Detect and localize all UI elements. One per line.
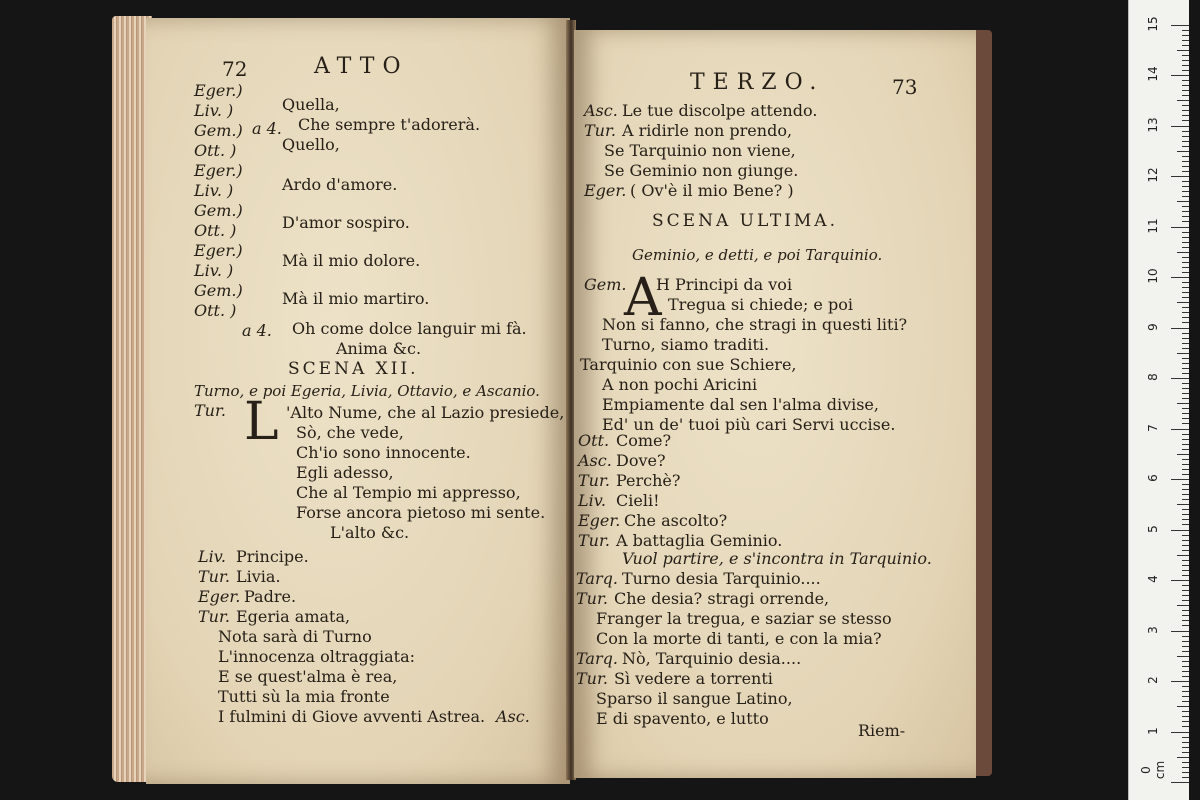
ruler-tick bbox=[1171, 126, 1189, 127]
speaker-label: Tarq. bbox=[576, 649, 618, 668]
ruler-number: 4 bbox=[1146, 575, 1160, 583]
verse-line: Forse ancora pietoso mi sente. bbox=[296, 503, 546, 522]
ruler-tick bbox=[1182, 211, 1189, 212]
ruler-tick bbox=[1182, 368, 1189, 369]
speaker-label: Gem.) bbox=[194, 201, 243, 220]
ruler-tick bbox=[1182, 575, 1189, 576]
ruler-number: 1 bbox=[1146, 726, 1160, 735]
ruler-tick bbox=[1182, 115, 1189, 116]
ruler-tick bbox=[1177, 706, 1189, 707]
ruler-tick bbox=[1182, 232, 1189, 233]
ruler-tick bbox=[1182, 661, 1189, 662]
ruler-tick bbox=[1182, 55, 1189, 56]
ruler-tick bbox=[1182, 272, 1189, 273]
verse-line: Dove? bbox=[616, 451, 666, 470]
ruler-tick bbox=[1182, 40, 1189, 41]
verse-line: Che al Tempio mi appresso, bbox=[296, 483, 521, 502]
speaker-label: Gem.) bbox=[194, 281, 243, 300]
ruler-tick bbox=[1177, 151, 1189, 152]
ruler-tick bbox=[1182, 565, 1189, 566]
speaker-label: Tur. bbox=[578, 531, 610, 550]
ruler-tick bbox=[1182, 358, 1189, 359]
ruler-number: 14 bbox=[1146, 66, 1160, 82]
speaker-label: Tur. bbox=[584, 121, 616, 140]
verse-line: Cieli! bbox=[616, 491, 660, 510]
ruler-tick bbox=[1182, 737, 1189, 738]
ruler-tick bbox=[1171, 25, 1189, 26]
verse-line: ( Ov'è il mio Bene? ) bbox=[630, 181, 794, 200]
speaker-label: Ott. ) bbox=[194, 221, 237, 240]
ruler-tick bbox=[1182, 322, 1189, 323]
speaker-label: Ott. ) bbox=[194, 141, 237, 160]
verse-line: Non si fanno, che stragi in questi liti? bbox=[602, 315, 908, 334]
ruler-tick bbox=[1182, 393, 1189, 394]
ruler-tick bbox=[1171, 530, 1189, 531]
ruler-tick bbox=[1182, 610, 1189, 611]
ruler-tick bbox=[1182, 701, 1189, 702]
ruler-tick bbox=[1171, 227, 1189, 228]
ruler-tick bbox=[1182, 671, 1189, 672]
ruler-tick bbox=[1177, 403, 1189, 404]
ruler-number: 2 bbox=[1146, 676, 1160, 684]
a4-marker: a 4. bbox=[242, 321, 272, 340]
ruler-tick bbox=[1182, 570, 1189, 571]
ruler-tick bbox=[1182, 60, 1189, 61]
ruler-tick bbox=[1182, 423, 1189, 424]
ruler-tick bbox=[1182, 120, 1189, 121]
ruler-tick bbox=[1182, 247, 1189, 248]
verse-line: Come? bbox=[616, 431, 672, 450]
ruler-tick bbox=[1182, 777, 1189, 778]
ruler-tick bbox=[1177, 656, 1189, 657]
ruler-tick bbox=[1177, 353, 1189, 354]
verse-line: Nò, Tarquinio desia.... bbox=[622, 649, 802, 668]
verse-line: Ardo d'amore. bbox=[282, 175, 398, 194]
speaker-label: Tur. bbox=[576, 669, 608, 688]
verse-line: Tarquinio con sue Schiere, bbox=[580, 355, 797, 374]
ruler-tick bbox=[1182, 585, 1189, 586]
ruler-tick bbox=[1182, 383, 1189, 384]
stage-direction: Vuol partire, e s'incontra in Tarquinio. bbox=[622, 549, 932, 568]
ruler-tick bbox=[1182, 439, 1189, 440]
ruler-tick bbox=[1182, 514, 1189, 515]
ruler-tick bbox=[1171, 429, 1189, 430]
ruler-tick bbox=[1182, 711, 1189, 712]
ruler-tick bbox=[1182, 641, 1189, 642]
ruler-tick bbox=[1182, 297, 1189, 298]
ruler-tick bbox=[1177, 50, 1189, 51]
verse-line: L'innocenza oltraggiata: bbox=[218, 647, 416, 666]
ruler-tick bbox=[1182, 292, 1189, 293]
page-number: 72 bbox=[222, 57, 248, 81]
ruler-tick bbox=[1182, 80, 1189, 81]
verse-line: Le tue discolpe attendo. bbox=[622, 101, 818, 120]
verse-line: 'Alto Nume, che al Lazio presiede, bbox=[286, 403, 565, 422]
ruler-tick bbox=[1182, 772, 1189, 773]
ruler-tick bbox=[1182, 237, 1189, 238]
ruler-tick bbox=[1182, 161, 1189, 162]
verse-line: Sparso il sangue Latino, bbox=[596, 689, 793, 708]
speaker-label: Ott. ) bbox=[194, 301, 237, 320]
ruler-tick bbox=[1182, 141, 1189, 142]
ruler-tick bbox=[1182, 464, 1189, 465]
ruler-tick bbox=[1182, 524, 1189, 525]
ruler-tick bbox=[1171, 782, 1189, 783]
ruler-tick bbox=[1182, 242, 1189, 243]
speaker-label: Tur. bbox=[576, 589, 608, 608]
speaker-label: Gem.) bbox=[194, 121, 243, 140]
ruler-tick bbox=[1182, 762, 1189, 763]
ruler-tick bbox=[1182, 136, 1189, 137]
ruler-tick bbox=[1182, 752, 1189, 753]
ruler-tick bbox=[1182, 206, 1189, 207]
a4-marker: a 4. bbox=[252, 119, 282, 138]
verse-line: Empiamente dal sen l'alma divise, bbox=[602, 395, 879, 414]
verse-line: Tregua si chiede; e poi bbox=[668, 295, 853, 314]
ruler-tick bbox=[1177, 757, 1189, 758]
ruler-tick bbox=[1182, 499, 1189, 500]
ruler-number: 15 bbox=[1146, 15, 1160, 32]
verse-line: Turno, siamo traditi. bbox=[602, 335, 770, 354]
speaker-label: Liv. ) bbox=[194, 181, 234, 200]
ruler-tick bbox=[1182, 312, 1189, 313]
scene-persons: Turno, e poi Egeria, Livia, Ottavio, e Ascanio. bbox=[194, 382, 540, 400]
verse-line: H Principi da voi bbox=[656, 275, 793, 294]
ruler-tick bbox=[1182, 110, 1189, 111]
ruler-tick bbox=[1171, 378, 1189, 379]
ruler-tick bbox=[1182, 35, 1189, 36]
verse-line: Se Geminio non giunge. bbox=[604, 161, 799, 180]
ruler-number: 5 bbox=[1146, 524, 1160, 533]
ruler-tick bbox=[1182, 418, 1189, 419]
ruler-tick bbox=[1182, 30, 1189, 31]
drop-cap: A bbox=[624, 268, 662, 328]
ruler-number: 11 bbox=[1146, 217, 1160, 234]
ruler-number: 8 bbox=[1146, 373, 1160, 381]
scene-title: SCENA ULTIMA. bbox=[652, 211, 838, 231]
ruler-number: 13 bbox=[1146, 116, 1160, 133]
ruler-tick bbox=[1177, 201, 1189, 202]
ruler-tick bbox=[1182, 459, 1189, 460]
ruler-tick bbox=[1171, 681, 1189, 682]
ruler-tick bbox=[1182, 338, 1189, 339]
verse-line: Egli adesso, bbox=[296, 463, 394, 482]
drop-cap: L bbox=[244, 392, 279, 452]
verse-line: Che desia? stragi orrende, bbox=[614, 589, 830, 608]
catchword: Asc. bbox=[496, 707, 530, 726]
ruler-tick bbox=[1182, 484, 1189, 485]
ruler-tick bbox=[1182, 686, 1189, 687]
speaker-label: Eger.) bbox=[194, 161, 243, 180]
verse-line: Oh come dolce languir mi fà. bbox=[292, 319, 527, 338]
ruler-tick bbox=[1182, 317, 1189, 318]
ruler-number: 9 bbox=[1146, 322, 1160, 331]
ruler-tick bbox=[1182, 131, 1189, 132]
running-header: TERZO. bbox=[690, 70, 825, 95]
ruler-number: 3 bbox=[1146, 625, 1160, 634]
ruler-tick bbox=[1182, 545, 1189, 546]
ruler-tick bbox=[1182, 262, 1189, 263]
ruler-tick bbox=[1182, 287, 1189, 288]
verse-line: Tutti sù la mia fronte bbox=[218, 687, 390, 706]
ruler-tick bbox=[1182, 216, 1189, 217]
ruler-tick bbox=[1182, 540, 1189, 541]
right-page bbox=[574, 30, 976, 778]
verse-line: Quella, bbox=[282, 95, 340, 114]
speaker-label: Tur. bbox=[198, 567, 230, 586]
ruler-tick bbox=[1182, 620, 1189, 621]
speaker-label: Eger.) bbox=[194, 81, 243, 100]
ruler-tick bbox=[1182, 595, 1189, 596]
ruler-tick bbox=[1182, 494, 1189, 495]
verse-line: Che sempre t'adorerà. bbox=[298, 115, 481, 134]
ruler-tick bbox=[1171, 732, 1189, 733]
speaker-label: Eger. bbox=[584, 181, 627, 200]
ruler-tick bbox=[1171, 75, 1189, 76]
ruler-tick bbox=[1182, 726, 1189, 727]
ruler-tick bbox=[1182, 489, 1189, 490]
ruler-tick bbox=[1171, 580, 1189, 581]
ruler-tick bbox=[1182, 469, 1189, 470]
speaker-label: Tarq. bbox=[576, 569, 618, 588]
ruler-tick bbox=[1182, 434, 1189, 435]
ruler-tick bbox=[1182, 646, 1189, 647]
verse-line: Mà il mio martiro. bbox=[282, 289, 430, 308]
ruler-tick bbox=[1182, 257, 1189, 258]
ruler-tick bbox=[1182, 95, 1189, 96]
verse-line: D'amor sospiro. bbox=[282, 213, 410, 232]
ruler-tick bbox=[1177, 555, 1189, 556]
ruler-tick bbox=[1182, 747, 1189, 748]
ruler-tick bbox=[1182, 191, 1189, 192]
verse-line: Con la morte di tanti, e con la mia? bbox=[596, 629, 882, 648]
verse-line: E di spavento, e lutto bbox=[596, 709, 769, 728]
ruler-tick bbox=[1182, 373, 1189, 374]
ruler-tick bbox=[1182, 156, 1189, 157]
verse-line: Se Tarquinio non viene, bbox=[604, 141, 796, 160]
verse-line: Franger la tregua, e saziar se stesso bbox=[596, 609, 892, 628]
verse-line: Turno desia Tarquinio.... bbox=[622, 569, 821, 588]
verse-line: Mà il mio dolore. bbox=[282, 251, 421, 270]
ruler-number: 7 bbox=[1146, 423, 1160, 432]
ruler-tick bbox=[1177, 454, 1189, 455]
ruler-tick bbox=[1177, 504, 1189, 505]
ruler-tick bbox=[1171, 328, 1189, 329]
verse-line: Sì vedere a torrenti bbox=[614, 669, 773, 688]
catchword: Riem- bbox=[858, 721, 906, 740]
ruler-tick bbox=[1171, 176, 1189, 177]
ruler-tick bbox=[1177, 252, 1189, 253]
speaker-label: Gem. bbox=[584, 275, 627, 294]
verse-line: A non pochi Aricini bbox=[602, 375, 758, 394]
verse-line: Quello, bbox=[282, 135, 340, 154]
ruler-tick bbox=[1182, 590, 1189, 591]
speaker-label: Eger. bbox=[198, 587, 241, 606]
ruler-tick bbox=[1177, 100, 1189, 101]
ruler-tick bbox=[1182, 560, 1189, 561]
measuring-ruler bbox=[1128, 0, 1189, 800]
ruler-tick bbox=[1182, 696, 1189, 697]
ruler-tick bbox=[1171, 631, 1189, 632]
verse-line: Ch'io sono innocente. bbox=[296, 443, 471, 462]
ruler-tick bbox=[1182, 186, 1189, 187]
verse-line: Perchè? bbox=[616, 471, 681, 490]
ruler-tick bbox=[1182, 171, 1189, 172]
ruler-tick bbox=[1171, 277, 1189, 278]
ruler-tick bbox=[1182, 444, 1189, 445]
ruler-tick bbox=[1182, 449, 1189, 450]
ruler-tick bbox=[1177, 605, 1189, 606]
scene-persons: Geminio, e detti, e poi Tarquinio. bbox=[632, 246, 883, 264]
ruler-tick bbox=[1182, 509, 1189, 510]
speaker-label: Liv. bbox=[578, 491, 606, 510]
scene-title: SCENA XII. bbox=[288, 359, 419, 379]
speaker-label: Tur. bbox=[194, 401, 226, 420]
ruler-tick bbox=[1182, 363, 1189, 364]
speaker-label: Tur. bbox=[578, 471, 610, 490]
ruler-tick bbox=[1171, 479, 1189, 480]
ruler-tick bbox=[1182, 716, 1189, 717]
ruler-tick bbox=[1182, 600, 1189, 601]
ruler-tick bbox=[1182, 146, 1189, 147]
ruler-tick bbox=[1182, 721, 1189, 722]
ruler-tick bbox=[1182, 343, 1189, 344]
verse-line: A ridirle non prendo, bbox=[622, 121, 793, 140]
page-number: 73 bbox=[892, 75, 918, 99]
ruler-tick bbox=[1182, 333, 1189, 334]
ruler-tick bbox=[1182, 636, 1189, 637]
ruler-tick bbox=[1182, 181, 1189, 182]
ruler-tick bbox=[1182, 65, 1189, 66]
ruler-tick bbox=[1182, 105, 1189, 106]
ruler-tick bbox=[1182, 267, 1189, 268]
speaker-label: Asc. bbox=[578, 451, 612, 470]
ruler-tick bbox=[1182, 408, 1189, 409]
ruler-tick bbox=[1177, 302, 1189, 303]
ruler-tick bbox=[1182, 196, 1189, 197]
ruler-tick bbox=[1182, 70, 1189, 71]
ruler-tick bbox=[1182, 388, 1189, 389]
verse-line: Egeria amata, bbox=[236, 607, 351, 626]
ruler-tick bbox=[1182, 651, 1189, 652]
ruler-tick bbox=[1182, 625, 1189, 626]
verse-line: I fulmini di Giove avventi Astrea. bbox=[218, 707, 486, 726]
ruler-tick bbox=[1182, 221, 1189, 222]
ruler-tick bbox=[1182, 676, 1189, 677]
verse-line: Anima &c. bbox=[336, 339, 422, 358]
ruler-tick bbox=[1182, 742, 1189, 743]
ruler-tick bbox=[1182, 666, 1189, 667]
ruler-tick bbox=[1182, 767, 1189, 768]
ruler-tick bbox=[1182, 398, 1189, 399]
ruler-unit: 0 cm bbox=[1139, 760, 1167, 780]
left-page bbox=[146, 18, 570, 784]
speaker-label: Ott. bbox=[578, 431, 610, 450]
ruler-tick bbox=[1182, 535, 1189, 536]
ruler-tick bbox=[1182, 307, 1189, 308]
ruler-tick bbox=[1182, 413, 1189, 414]
speaker-label: Tur. bbox=[198, 607, 230, 626]
speaker-label: Eger. bbox=[578, 511, 621, 530]
ruler-tick bbox=[1182, 90, 1189, 91]
verse-line: Nota sarà di Turno bbox=[218, 627, 372, 646]
running-header: ATTO bbox=[314, 54, 409, 79]
ruler-tick bbox=[1182, 615, 1189, 616]
ruler-number: 12 bbox=[1146, 167, 1160, 183]
verse-line: Livia. bbox=[236, 567, 281, 586]
ruler-tick bbox=[1182, 85, 1189, 86]
ruler-tick bbox=[1182, 166, 1189, 167]
ruler-number: 10 bbox=[1146, 268, 1160, 284]
verse-line: Padre. bbox=[244, 587, 297, 606]
ruler-tick bbox=[1182, 550, 1189, 551]
verse-line: L'alto &c. bbox=[330, 523, 410, 542]
ruler-tick bbox=[1182, 45, 1189, 46]
ruler-tick bbox=[1182, 519, 1189, 520]
speaker-label: Eger.) bbox=[194, 241, 243, 260]
verse-line: Sò, che vede, bbox=[296, 423, 404, 442]
ruler-tick bbox=[1182, 474, 1189, 475]
verse-line: Che ascolto? bbox=[624, 511, 728, 530]
verse-line: A battaglia Geminio. bbox=[616, 531, 783, 550]
verse-line: E se quest'alma è rea, bbox=[218, 667, 398, 686]
speaker-label: Asc. bbox=[584, 101, 618, 120]
speaker-label: Liv. bbox=[198, 547, 226, 566]
ruler-number: 6 bbox=[1146, 474, 1160, 482]
ruler-tick bbox=[1182, 348, 1189, 349]
speaker-label: Liv. ) bbox=[194, 101, 234, 120]
ruler-tick bbox=[1182, 691, 1189, 692]
speaker-label: Liv. ) bbox=[194, 261, 234, 280]
verse-line: Principe. bbox=[236, 547, 309, 566]
verse-line: Ed' un de' tuoi più cari Servi uccise. bbox=[602, 415, 896, 434]
ruler-tick bbox=[1182, 282, 1189, 283]
